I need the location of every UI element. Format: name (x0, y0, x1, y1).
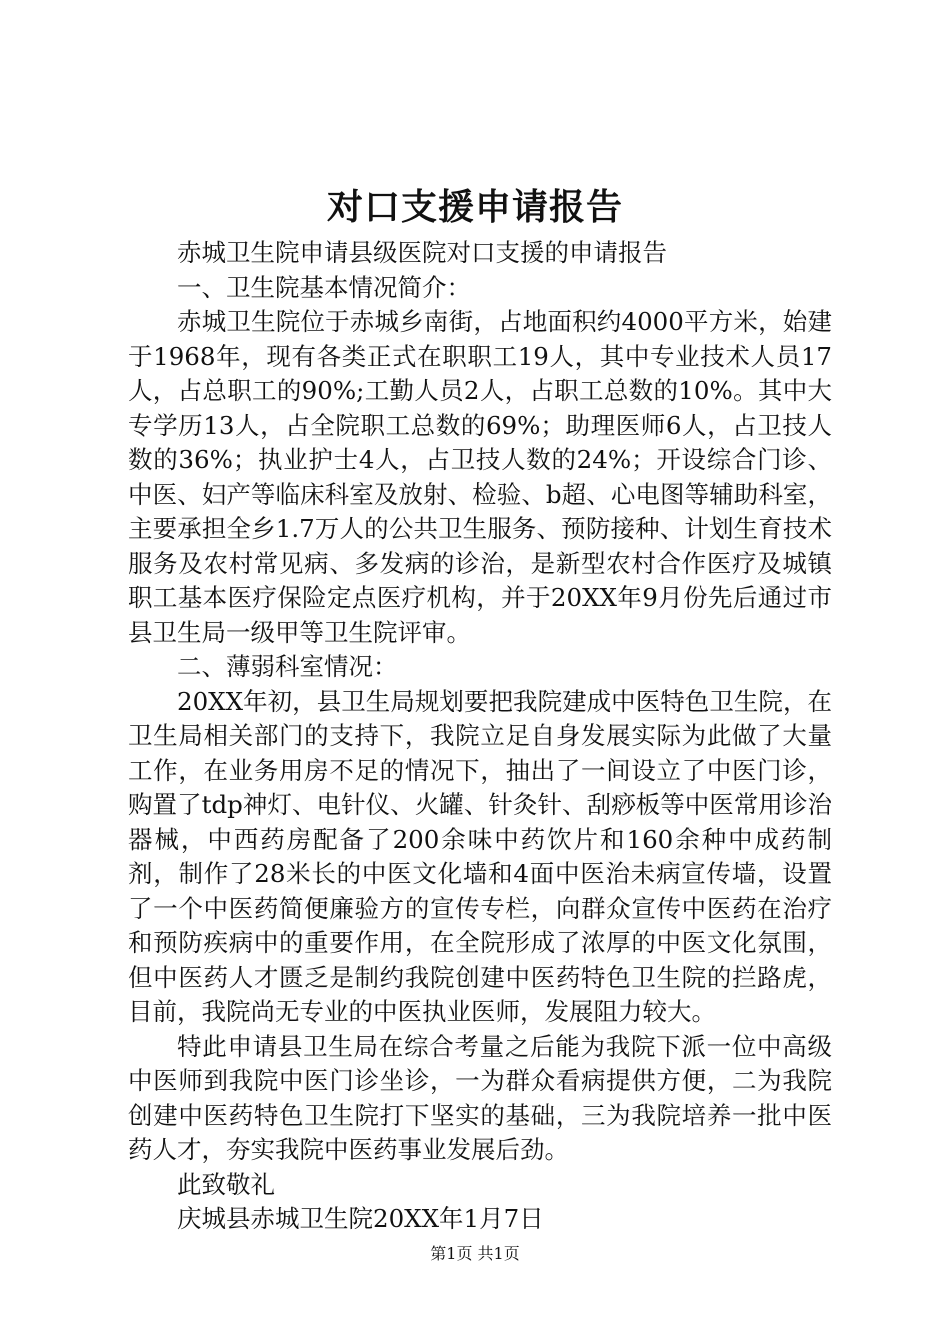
subtitle-paragraph: 赤城卫生院申请县级医院对口支援的申请报告 (177, 238, 667, 267)
page-footer: 第1页 共1页 (430, 1244, 520, 1263)
body-paragraph: 赤城卫生院位于赤城乡南街，占地面积约4000平方米，始建于1968年，现有各类正式在职职工19人，其中专业技术人员17人，占总职工的90%;工勤人员2人，占职工总数的10%。其中大专学历13人，占全院职工总数的69%；助理医师6人，占卫技人数的36%；执业护士4人，占卫技人数的24%；开设综合门诊、中医、妇产等临床科室及放射、检验、b超、心电图等辅助科室，主要承担全乡1.7万人的公共卫生服务、预防接种、计划生育技术服务及农村常见病、多发病的诊治，是新型农村合作医疗及城镇职工基本医疗保险定点医疗机构，并于20XX年9月份先后通过市县卫生局一级甲等卫生院评审。 (128, 307, 832, 647)
body-paragraph: 20XX年初，县卫生局规划要把我院建成中医特色卫生院，在卫生局相关部门的支持下，我院立足自身发展实际为此做了大量工作，在业务用房不足的情况下，抽出了一间设立了中医门诊，购置了tdp神灯、电针仪、火罐、针灸针、刮痧板等中医常用诊治器械，中西药房配备了200余味中药饮片和160余种中成药制剂，制作了28米长的中医文化墙和4面中医治未病宣传墙，设置了一个中医药简便廉验方的宣传专栏，向群众宣传中医药在治疗和预防疾病中的重要作用，在全院形成了浓厚的中医文化氛围，但中医药人才匮乏是制约我院创建中医药特色卫生院的拦路虎，目前，我院尚无专业的中医执业医师，发展阻力较大。 (128, 686, 832, 1026)
closing-salutation: 此致敬礼 (177, 1169, 275, 1199)
section-heading-1: 一、卫生院基本情况简介： (177, 272, 471, 302)
body-paragraph: 特此申请县卫生局在综合考量之后能为我院下派一位中高级中医师到我院中医门诊坐诊，一为群众看病提供方便，二为我院创建中医药特色卫生院打下坚实的基础，三为我院培养一批中医药人才，夯实我院中医药事业发展后劲。 (128, 1031, 832, 1164)
document-body (128, 236, 832, 1237)
signature-line: 庆城县赤城卫生院20XX年1月7日 (177, 1204, 544, 1233)
document-title: 对口支援申请报告 (326, 186, 623, 228)
section-heading-2: 二、薄弱科室情况： (177, 652, 398, 681)
